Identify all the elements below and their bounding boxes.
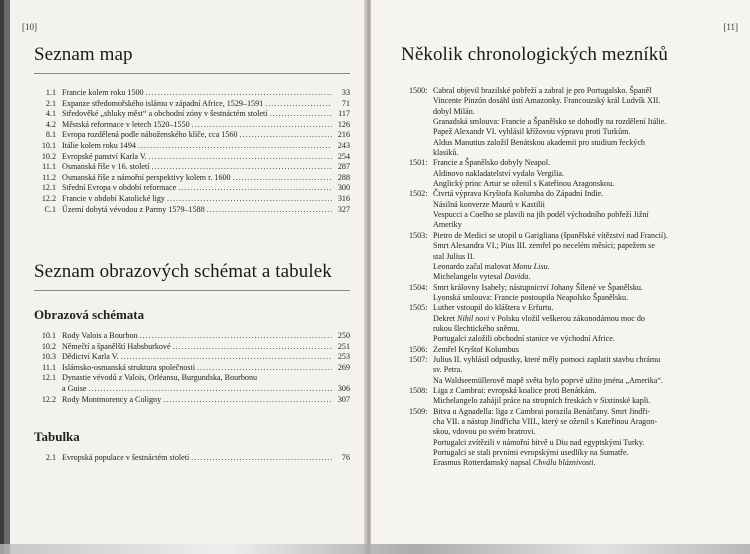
toc-entry-page: 254 [337,151,350,161]
desk-edge [0,544,750,554]
maps-heading: Seznam map [34,44,133,65]
toc-entry-title: Expanze středomořského islámu v západní Africe, 1529–1591 [62,98,264,108]
chronology-year: 1500: [409,86,428,95]
schemes-subheading: Obrazová schémata [34,307,145,322]
toc-entry-number: 10.2 [41,341,56,351]
toc-entry-number: C.1 [44,204,56,214]
chronology-line: Julius II. vyhlásil odpustky, které měly pomoci zaplatit stavbu chrámu [433,354,661,364]
toc-entry-title: Francie v období Katolické ligy [62,193,165,203]
chronology-line: Portugalci zvítězili v námořní bitvě u Diu nad egyptskými Turky. [433,437,645,447]
toc-entry-page: 287 [337,162,350,172]
chronology-year: 1508: [409,385,428,395]
toc-entry-number: 11.2 [42,172,56,182]
chronology-list [409,86,717,469]
chronology-entry-text [433,189,717,230]
tables-list [34,453,350,464]
toc-leader-dots [138,141,332,152]
chronology-line: skou, vdovou po svém bratrovi. [433,427,536,437]
chronology-year: 1505: [409,303,428,313]
toc-entry-number: 8.1 [45,130,56,140]
toc-leader-dots [178,183,332,194]
chronology-line: Zemřel Kryštof Kolumbus [433,344,519,354]
toc-entry-title: Rody Montmorency a Coligny [62,394,162,404]
toc-entry-number: 10.1 [41,140,56,150]
toc-entry-page: 316 [337,193,350,203]
toc-entry-title: Území dobytá vévodou z Parmy 1579–1588 [62,204,205,214]
chronology-year: 1507: [409,354,428,364]
toc-entry-page: 216 [337,130,350,140]
chronology-entry [409,158,717,189]
chronology-entry-text [433,283,717,304]
toc-entry-number: 10.3 [41,352,56,362]
toc-leader-dots [146,88,332,99]
chronology-entry-text [433,231,717,283]
right-page [371,0,750,554]
chronology-line: Násilná konverze Maurů v Kastilii [433,199,545,209]
chronology-entry [409,355,717,386]
chronology-entry-text [433,407,717,469]
toc-entry-page: 300 [337,183,350,193]
toc-leader-dots [240,130,332,141]
toc-row-continuation [34,384,350,395]
toc-leader-dots [269,109,332,120]
toc-entry-number: 4.1 [45,109,56,119]
toc-entry-title: Městská reformace v letech 1520–1550 [62,119,190,129]
chronology-line: Portugalci založili obchodní stanice ve východní Africe. [433,334,615,344]
toc-row [34,352,350,363]
chronology-year: 1506: [409,344,428,354]
chronology-year: 1503: [409,230,428,240]
toc-entry-number: 10.1 [41,331,56,340]
toc-row [34,373,350,384]
toc-row [34,141,350,152]
toc-entry-title: Evropské panství Karla V. [62,151,147,161]
chronology-line: Michelangelo vytesal Davida. [433,272,531,282]
toc-row [34,205,350,216]
toc-entry-page: 117 [338,109,350,119]
chronology-line: Aldinovo nakladatelství vydalo Vergilia. [433,168,564,178]
toc-entry-number: 12.2 [41,394,56,404]
toc-row [34,342,350,353]
chronology-line: Anglický princ Artur se oženil s Kateřinou Aragonskou. [433,179,615,189]
toc-row [34,395,350,406]
chronology-line: rukou šlechtického sněmu. [433,323,520,333]
chronology-year: 1509: [409,406,428,416]
chronology-line: sv. Petra. [433,365,463,375]
toc-row [34,162,350,173]
toc-leader-dots [149,152,332,163]
toc-entry-number: 12.2 [41,193,56,203]
schemes-heading: Seznam obrazových schémat a tabulek [34,261,332,282]
toc-entry-page: 71 [341,98,350,108]
toc-entry-number: 2.1 [45,98,56,108]
toc-entry-number: 10.2 [41,151,56,161]
chronology-year: 1501: [409,158,428,168]
toc-row [34,88,350,99]
schemes-list [34,331,350,405]
toc-entry-page: 250 [337,331,350,340]
chronology-line: dobyl Milán. [433,106,475,116]
toc-entry-title: Střední Evropa v období reformace [62,183,177,193]
chronology-line: Vespucci a Coelho se plavili na jih podél východního pobřeží Jižní [433,210,649,220]
toc-leader-dots [163,395,332,406]
toc-leader-dots [167,194,332,205]
toc-row [34,130,350,141]
toc-entry-page: 126 [337,119,350,129]
chronology-line: klasiků. [433,148,459,158]
toc-leader-dots [207,205,332,216]
chronology-entry [409,189,717,230]
page-number-right: [11] [723,22,738,32]
left-page [4,0,367,554]
chronology-line: Papež Alexandr VI. vyhlásil křížovou výpravu proti Turkům. [433,127,631,137]
toc-entry-number: 2.1 [45,453,56,462]
chronology-entry-text [433,345,717,355]
toc-entry-number: 11.1 [42,162,56,172]
chronology-heading: Několik chronologických mezníků [401,44,668,65]
tables-subheading: Tabulka [34,429,80,444]
chronology-entry-text [433,303,717,344]
toc-row [34,152,350,163]
toc-entry-page: 253 [337,352,350,362]
toc-leader-dots [265,99,332,110]
chronology-line: Cabral objevil brazilské pobřeží a zabral je pro Portugalsko. Španěl [433,86,652,95]
chronology-entry [409,407,717,469]
chronology-line: Luther vstoupil do kláštera v Erfurtu. [433,303,554,313]
toc-entry-title: Francie kolem roku 1500 [62,88,144,97]
chronology-line: stal Julius II. [433,251,475,261]
toc-entry-page: 76 [341,453,350,462]
toc-entry-title: Evropa rozdělená podle náboženského klíče, cca 1560 [62,130,238,140]
chronology-entry [409,283,717,304]
toc-entry-page: 306 [337,383,350,393]
chronology-line: Čtvrtá výprava Kryštofa Kolumba do Západní Indie. [433,189,604,199]
toc-entry-title: Rody Valois a Bourbon [62,331,138,340]
toc-entry-page: 307 [337,394,350,404]
chronology-entry [409,386,717,407]
chronology-entry [409,303,717,344]
chronology-line: Na Waldseemüllerově mapě světa bylo poprvé užito jména „Amerika“. [433,375,664,385]
chronology-line: Michelangelo zahájil práce na stropních freskách v Sixtinské kapli. [433,396,651,406]
toc-leader-dots [191,453,332,464]
toc-entry-page: 33 [341,88,350,97]
toc-entry-page: 269 [337,362,350,372]
toc-entry-title: Osmanská říše v 16. století [62,162,150,172]
toc-row [34,173,350,184]
toc-entry-title: Islámsko-osmanská struktura společnosti [62,362,196,372]
chronology-entry [409,345,717,355]
chronology-year: 1504: [409,282,428,292]
chronology-line: Smrt královny Isabely; nástupnictví Johany Šílené ve Španělsku. [433,282,643,292]
toc-row [34,120,350,131]
toc-entry-page: 251 [337,341,350,351]
toc-entry-number: 1.1 [45,88,56,97]
chronology-line: Granadská smlouva: Francie a Španělsko se dohodly na rozdělení Itálie. [433,117,667,127]
toc-entry-number: 12.1 [41,183,56,193]
toc-entry-title: Němečtí a španělští Habsburkové [62,341,171,351]
chronology-line: Smrt Alexandra VI.; Pius III. zemřel po necelém měsíci; papežem se [433,241,655,251]
chronology-entry-text [433,386,717,407]
toc-row [34,453,350,464]
toc-leader-dots [151,162,332,173]
chronology-entry-text [433,158,717,189]
toc-leader-dots [197,363,332,374]
toc-row [34,109,350,120]
toc-entry-page: 327 [337,204,350,214]
chronology-line: Liga z Cambrai: evropská koalice proti Benátkám. [433,385,597,395]
toc-entry-number: 4.2 [45,119,56,129]
toc-row [34,331,350,342]
chronology-line: Leonardo začal malovat Monu Lisu. [433,261,550,271]
toc-leader-dots [192,120,332,131]
maps-heading-rule [34,73,350,74]
toc-leader-dots [173,342,332,353]
chronology-line: Bitva u Agnadella: liga z Cambrai porazila Benátčany. Smrt Jindři- [433,406,651,416]
chronology-line: Lyonská smlouva: Francie postoupila Neapolsko Španělsku. [433,292,629,302]
toc-entry-title: Středověké „shluky měst“ a obchodní zóny v šestnáctém století [62,109,268,119]
toc-entry-page: 288 [337,172,350,182]
chronology-entry-text [433,355,717,386]
chronology-line: Dekret Nihil novi v Polsku vložil veškerou zákonodárnou moc do [433,313,645,323]
toc-leader-dots [121,352,332,363]
chronology-entry [409,231,717,283]
chronology-line: Ameriky [433,220,462,230]
maps-list [34,88,350,215]
toc-row [34,363,350,374]
toc-entry-page: 243 [337,140,350,150]
page-number-left: [10] [22,22,37,32]
toc-row [34,194,350,205]
toc-entry-title: Itálie kolem roku 1494 [62,140,136,150]
chronology-line: Vincente Pinzón dosáhl ústí Amazonky. Francouzský král Ludvík XII. [433,96,661,106]
toc-row [34,183,350,194]
toc-entry-title: Osmanská říše z námořní perspektivy kolem r. 1600 [62,172,231,182]
toc-entry-title: Dědictví Karla V. [62,352,119,362]
toc-row [34,99,350,110]
chronology-line: Pietro de Medici se utopil u Gariglianа (španělské vítězství nad Francií). [433,230,668,240]
chronology-entry [409,86,717,158]
schemes-heading-rule [34,290,350,291]
toc-entry-title: a Guise [62,383,87,393]
toc-entry-number: 11.1 [42,362,56,372]
toc-entry-title: Dynastie vévodů z Valois, Orléansu, Burgundska, Bourbonu [62,373,258,383]
chronology-line: Erasmus Rotterdamský napsal Chválu bláznivosti. [433,458,596,468]
chronology-line: cha VII. a nástup Jindřicha VIII., který se oženil s Kateřinou Aragon- [433,417,658,426]
toc-leader-dots [233,173,332,184]
chronology-line: Francie a Španělsko dobyly Neapol. [433,158,551,168]
chronology-line: Portugalci se stali prvními evropskými usedlíky na Sumatře. [433,448,629,458]
chronology-year: 1502: [409,189,428,199]
chronology-line: Aldus Manutius založil Benátskou akademii pro studium řeckých [433,137,645,147]
chronology-entry-text [433,86,717,158]
toc-entry-number: 12.1 [41,373,56,383]
toc-leader-dots [140,331,332,342]
toc-leader-dots [89,384,333,395]
toc-entry-title: Evropská populace v šestnáctém století [62,453,190,462]
